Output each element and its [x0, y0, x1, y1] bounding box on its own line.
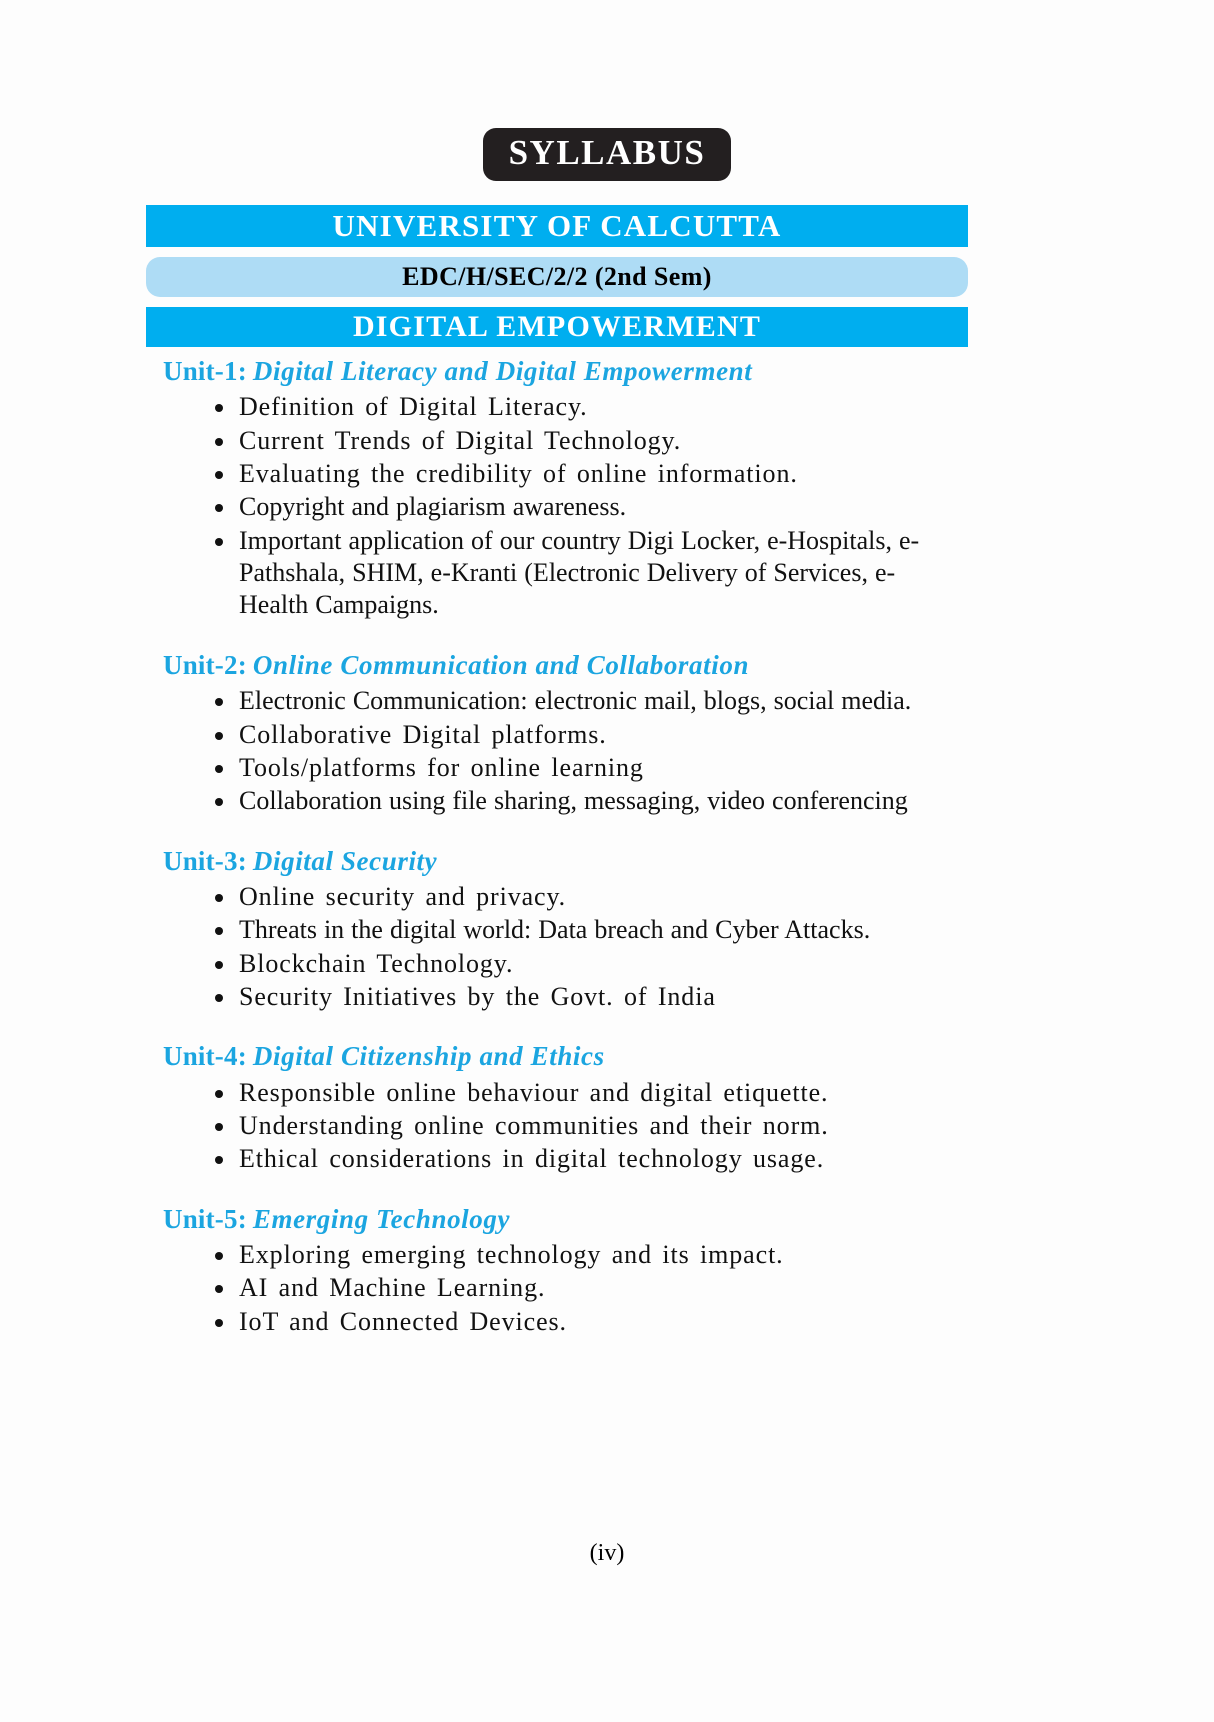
unit-title-4: Digital Citizenship and Ethics	[252, 1041, 605, 1072]
bullet-dot-icon	[215, 1319, 223, 1327]
section-spacer	[163, 824, 963, 842]
bullet-dot-icon	[215, 1285, 223, 1293]
list-item-text: Current Trends of Digital Technology.	[239, 425, 682, 455]
unit-heading-5	[163, 1200, 963, 1238]
unit-block-5	[163, 1200, 963, 1338]
unit-title-3: Digital Security	[252, 845, 438, 876]
page-number: (iv)	[589, 1540, 625, 1566]
unit-title-2: Online Communication and Collaboration	[252, 649, 750, 680]
bullet-dot-icon	[215, 1090, 223, 1098]
section-spacer	[163, 1019, 963, 1037]
section-spacer	[163, 1182, 963, 1200]
list-item-text: Copyright and plagiarism awareness.	[239, 492, 627, 522]
unit-label-1: Unit-1:	[163, 356, 247, 386]
bullet-dot-icon	[215, 994, 223, 1002]
syllabus-badge: SYLLABUS	[483, 128, 732, 181]
list-item	[213, 948, 963, 980]
list-item	[213, 1110, 963, 1142]
bullet-dot-icon	[215, 404, 223, 412]
list-item-text: Security Initiatives by the Govt. of India	[239, 982, 716, 1012]
list-item	[213, 914, 963, 946]
unit-heading-4	[163, 1037, 963, 1075]
list-item	[213, 1306, 963, 1338]
bullet-dot-icon	[215, 798, 223, 806]
bullet-dot-icon	[215, 538, 223, 546]
section-spacer	[163, 628, 963, 646]
list-item-text: Definition of Digital Literacy.	[239, 392, 588, 422]
list-item-text: Exploring emerging technology and its impact.	[239, 1240, 784, 1270]
bullet-dot-icon	[215, 927, 223, 935]
course-code-banner: EDC/H/SEC/2/2 (2nd Sem)	[146, 257, 968, 297]
unit-heading-3	[163, 842, 963, 880]
list-item	[213, 458, 963, 490]
unit-heading-1	[163, 352, 963, 390]
list-item-text: Ethical considerations in digital technology usage.	[239, 1144, 825, 1174]
list-item-text: Important application of our country Digi Locker, e-Hospitals, e-Pathshala, SHIM, e-Kranti (Electronic Delivery of Services, e-Health Campaigns.	[239, 525, 920, 620]
list-item-text: Understanding online communities and their norm.	[239, 1111, 829, 1141]
list-item	[213, 1077, 963, 1109]
list-item	[213, 981, 963, 1013]
unit-block-2	[163, 646, 963, 818]
list-item	[213, 491, 963, 523]
unit-bullet-list-1	[163, 391, 963, 622]
list-item-text: AI and Machine Learning.	[239, 1273, 546, 1303]
unit-bullet-list-5	[163, 1239, 963, 1338]
unit-bullet-list-2	[163, 685, 963, 817]
unit-label-5: Unit-5:	[163, 1203, 247, 1234]
list-item-text: Evaluating the credibility of online information.	[239, 459, 798, 489]
bullet-dot-icon	[215, 438, 223, 446]
bullet-dot-icon	[215, 504, 223, 512]
university-banner: UNIVERSITY OF CALCUTTA	[146, 205, 968, 247]
list-item-text: Online security and privacy.	[239, 881, 567, 911]
list-item-text: Collaborative Digital platforms.	[239, 719, 607, 749]
list-item	[213, 425, 963, 457]
list-item-text: Blockchain Technology.	[239, 948, 514, 978]
list-item-text: Threats in the digital world: Data breach and Cyber Attacks.	[239, 915, 871, 945]
unit-bullet-list-4	[163, 1077, 963, 1176]
unit-bullet-list-3	[163, 881, 963, 1013]
list-item	[213, 525, 963, 622]
unit-block-1	[163, 352, 963, 622]
unit-label-3: Unit-3:	[163, 845, 247, 876]
unit-label-2: Unit-2:	[163, 649, 247, 680]
list-item	[213, 752, 963, 784]
list-item-text: Electronic Communication: electronic mail, blogs, social media.	[239, 686, 912, 716]
list-item-text: Collaboration using file sharing, messaging, video conferencing	[239, 786, 908, 816]
unit-title-5: Emerging Technology	[252, 1203, 511, 1234]
list-item	[213, 881, 963, 913]
list-item-text: Tools/platforms for online learning	[239, 752, 644, 782]
unit-heading-2	[163, 646, 963, 684]
bullet-dot-icon	[215, 1252, 223, 1260]
syllabus-content	[163, 352, 963, 1344]
bullet-dot-icon	[215, 732, 223, 740]
bullet-dot-icon	[215, 471, 223, 479]
list-item	[213, 719, 963, 751]
list-item	[213, 1143, 963, 1175]
unit-label-4: Unit-4:	[163, 1041, 247, 1072]
subject-banner: DIGITAL EMPOWERMENT	[146, 307, 968, 347]
unit-block-3	[163, 842, 963, 1014]
list-item	[213, 785, 963, 817]
bullet-dot-icon	[215, 961, 223, 969]
syllabus-badge-wrapper	[0, 128, 1214, 181]
list-item	[213, 1239, 963, 1271]
bullet-dot-icon	[215, 765, 223, 773]
bullet-dot-icon	[215, 698, 223, 706]
list-item	[213, 391, 963, 423]
unit-block-4	[163, 1037, 963, 1175]
bullet-dot-icon	[215, 1156, 223, 1164]
list-item	[213, 1272, 963, 1304]
bullet-dot-icon	[215, 894, 223, 902]
bullet-dot-icon	[215, 1123, 223, 1131]
list-item-text: IoT and Connected Devices.	[239, 1306, 567, 1336]
list-item	[213, 685, 963, 717]
list-item-text: Responsible online behaviour and digital etiquette.	[239, 1077, 829, 1107]
unit-title-1: Digital Literacy and Digital Empowerment	[252, 356, 753, 386]
